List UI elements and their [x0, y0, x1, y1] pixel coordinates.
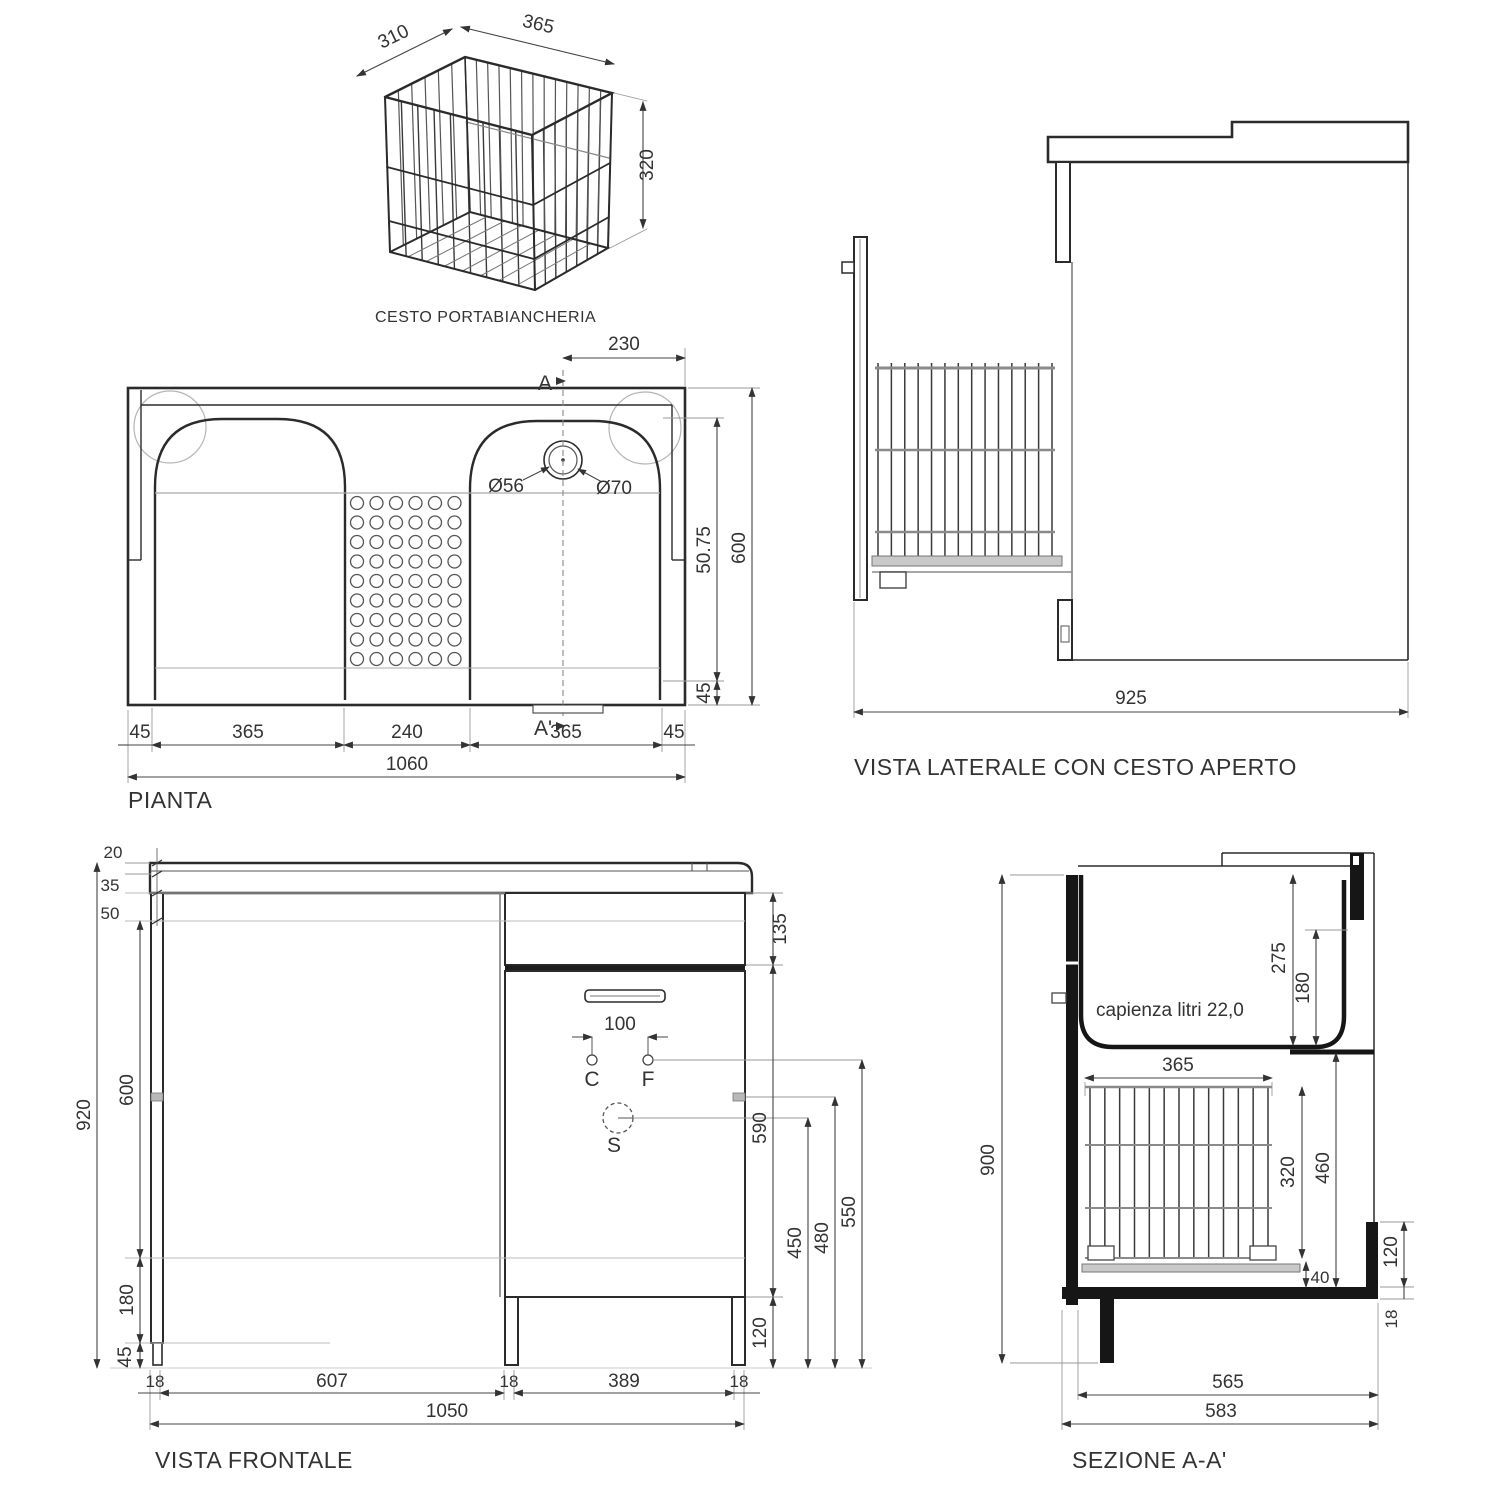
dim-chain-365a: 365	[232, 722, 264, 743]
section-roller-right	[1250, 1246, 1276, 1260]
section-leg	[1100, 1299, 1114, 1363]
dim-320-section: 320	[1278, 1156, 1299, 1188]
dim-chain-18b: 18	[499, 1372, 519, 1391]
left-foot	[153, 1343, 162, 1365]
door-handle-side	[842, 262, 854, 273]
wall-bracket	[1052, 993, 1066, 1003]
capacity-note: capienza litri 22,0	[1096, 1000, 1244, 1021]
section-roller-left	[1088, 1246, 1114, 1260]
dim-100: 100	[604, 1014, 636, 1035]
dim-583: 583	[1205, 1401, 1237, 1422]
left-basin-arch	[155, 419, 345, 700]
section-view	[978, 853, 1414, 1473]
basin-profile	[1081, 875, 1344, 1047]
dim-40: 40	[1310, 1268, 1330, 1287]
dim-550: 550	[839, 1196, 860, 1228]
basket-slide-rail	[872, 556, 1062, 566]
dim-45-plan-right: 45	[694, 682, 715, 704]
plan-view-title: PIANTA	[128, 787, 213, 813]
overflow-tab	[533, 705, 603, 713]
dim-565: 565	[1212, 1372, 1244, 1393]
dim-925: 925	[1115, 688, 1147, 709]
dim-120-section: 120	[1381, 1236, 1402, 1268]
dim-20: 20	[103, 843, 123, 862]
basket-view-title: CESTO PORTABIANCHERIA	[375, 309, 597, 326]
basket-isometric-view	[357, 11, 658, 326]
dim-chain-45a: 45	[129, 722, 151, 743]
left-hinge-mark	[151, 1093, 163, 1101]
side-front-stub-bottom	[1058, 600, 1072, 660]
dim-590: 590	[750, 1112, 771, 1144]
dim-45-front: 45	[115, 1346, 136, 1368]
side-worktop	[1048, 122, 1408, 162]
side-view	[842, 122, 1408, 780]
basket-roller	[880, 572, 906, 588]
dim-135: 135	[770, 913, 791, 945]
dim-450: 450	[785, 1227, 806, 1259]
dim-basket-width: 365	[520, 10, 557, 39]
dim-230: 230	[608, 334, 640, 355]
dim-drain-70: Ø70	[596, 478, 632, 499]
section-slide-rail	[1082, 1264, 1300, 1272]
drawer-front	[505, 893, 745, 965]
dim-18-section: 18	[1382, 1309, 1401, 1329]
section-back-plinth	[1366, 1222, 1378, 1290]
dim-1050: 1050	[425, 1401, 469, 1422]
dim-900: 900	[978, 1144, 999, 1176]
label-f: F	[641, 1068, 655, 1091]
dim-180-front: 180	[117, 1284, 138, 1316]
dim-chain-240: 240	[391, 722, 423, 743]
dim-180-section: 180	[1293, 972, 1314, 1004]
left-side-panel	[151, 893, 163, 1343]
dim-600-plan: 600	[729, 532, 750, 564]
section-arrow-top	[556, 377, 566, 385]
side-view-title: VISTA LATERALE CON CESTO APERTO	[854, 754, 1297, 780]
corner-bowl-left	[134, 391, 206, 463]
section-base-panel	[1062, 1287, 1378, 1299]
side-basket-wires	[878, 363, 1052, 558]
section-view-title: SEZIONE A-A'	[1072, 1447, 1227, 1473]
dim-chain-18a: 18	[145, 1372, 165, 1391]
plan-view	[118, 334, 760, 813]
plan-outline	[128, 388, 685, 705]
dim-chain-45b: 45	[663, 722, 685, 743]
right-hinge-mark	[733, 1093, 745, 1101]
dim-920: 920	[74, 1099, 95, 1131]
front-leg-right	[732, 1297, 745, 1365]
section-basket-wires	[1090, 1087, 1268, 1258]
dim-50-75: 50.75	[694, 526, 715, 574]
dim-basket-height: 320	[637, 149, 658, 181]
washboard-dimples	[351, 497, 462, 666]
dim-chain-389: 389	[608, 1371, 640, 1392]
dim-365-section: 365	[1162, 1055, 1194, 1076]
dim-chain-365b: 365	[550, 722, 582, 743]
dim-480: 480	[812, 1222, 833, 1254]
dim-460: 460	[1313, 1152, 1334, 1184]
dim-35: 35	[100, 876, 120, 895]
front-worktop	[150, 863, 752, 893]
right-basin-arch	[470, 421, 660, 700]
corner-bowl-right	[609, 392, 681, 464]
front-view	[74, 843, 872, 1473]
dim-chain-607: 607	[316, 1371, 348, 1392]
dim-275: 275	[1269, 942, 1290, 974]
section-front-wall	[1066, 875, 1078, 1305]
label-c: C	[584, 1068, 600, 1091]
front-leg-left	[505, 1297, 518, 1365]
section-marker-a2: A'	[533, 717, 552, 740]
dim-drain-56: Ø56	[488, 476, 524, 497]
dim-basket-depth: 310	[374, 20, 413, 54]
dim-600-front: 600	[117, 1074, 138, 1106]
front-view-title: VISTA FRONTALE	[155, 1447, 353, 1473]
side-open-door	[854, 237, 867, 600]
dim-50: 50	[100, 904, 120, 923]
label-s: S	[606, 1134, 622, 1157]
dim-1060: 1060	[385, 754, 429, 775]
section-marker-a: A	[537, 372, 552, 395]
dim-120-front: 120	[750, 1317, 771, 1349]
side-front-stub-top	[1056, 162, 1070, 262]
dim-chain-18c: 18	[729, 1372, 749, 1391]
